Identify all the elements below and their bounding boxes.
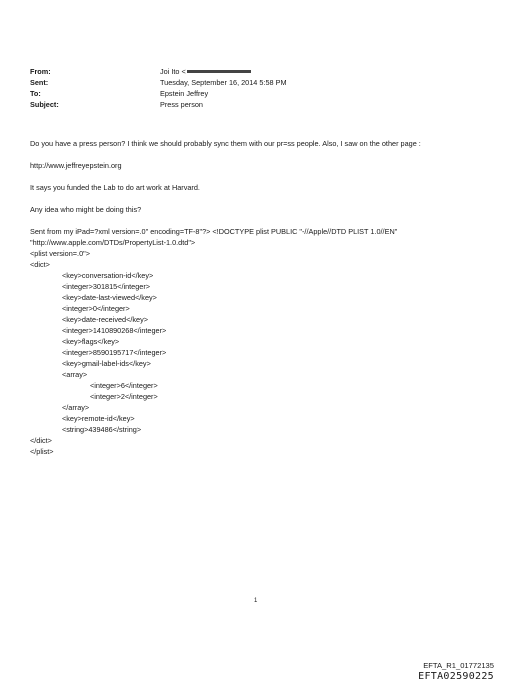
plist-line: <integer>301815</integer> — [62, 282, 151, 291]
plist-line: <integer>6</integer> — [90, 381, 158, 390]
plist-line: <plist version=.0"> — [30, 249, 90, 258]
plist-line: </plist> — [30, 447, 54, 456]
plist-line: <integer>8590195717</integer> — [62, 348, 167, 357]
plist-line: <integer>2</integer> — [90, 392, 158, 401]
from-value — [160, 66, 251, 77]
plist-line: <dict> — [30, 260, 50, 269]
redaction-bar — [187, 70, 251, 73]
email-header — [30, 66, 287, 110]
plist-line: <array> — [62, 370, 88, 379]
plist-line: </dict> — [30, 436, 52, 445]
sent-row — [30, 77, 287, 88]
plist-line: </array> — [62, 403, 90, 412]
page-number: 1 — [254, 598, 258, 604]
subject-row — [30, 99, 287, 110]
plist-block — [30, 226, 490, 457]
from-row — [30, 66, 287, 77]
bates-number-secondary: EFTA02590225 — [418, 671, 494, 682]
plist-line: <key>date-last-viewed</key> — [62, 293, 157, 302]
subject-label: Subject: — [30, 100, 59, 109]
sent-value: Tuesday, September 16, 2014 5:58 PM — [160, 78, 287, 87]
plist-line: <key>conversation-id</key> — [62, 271, 154, 280]
sent-label: Sent: — [30, 78, 49, 87]
subject-value: Press person — [160, 100, 203, 109]
plist-line: <key>gmail-label-ids</key> — [62, 359, 151, 368]
plist-line: Sent from my iPad=?xml version=.0" encoding=TF-8"?> <!DOCTYPE plist PUBLIC "-//Apple//DTD PLIST 1.0//EN" — [30, 227, 398, 236]
plist-line: <integer>0</integer> — [62, 304, 130, 313]
bates-number-primary: EFTA_R1_01772135 — [423, 661, 494, 670]
from-label: From: — [30, 67, 51, 76]
body-link: http://www.jeffreyepstein.org — [30, 161, 122, 170]
to-row — [30, 88, 287, 99]
plist-line: <key>date-received</key> — [62, 315, 148, 324]
to-label: To: — [30, 89, 41, 98]
plist-line: <string>439486</string> — [62, 425, 142, 434]
to-value: Epstein Jeffrey — [160, 89, 209, 98]
body-paragraph: Any idea who might be doing this? — [30, 205, 142, 214]
plist-line: <integer>1410890268</integer> — [62, 326, 167, 335]
body-paragraph: It says you funded the Lab to do art work at Harvard. — [30, 183, 200, 192]
plist-line: "http://www.apple.com/DTDs/PropertyList-1.0.dtd"> — [30, 238, 196, 247]
plist-line: <key>remote-id</key> — [62, 414, 135, 423]
plist-line: <key>flags</key> — [62, 337, 120, 346]
email-body — [30, 138, 490, 457]
body-paragraph: Do you have a press person? I think we should probably sync them with our pr=ss people. Also, I saw on the other page : — [30, 139, 421, 148]
from-name: Joi Ito < — [160, 67, 186, 76]
